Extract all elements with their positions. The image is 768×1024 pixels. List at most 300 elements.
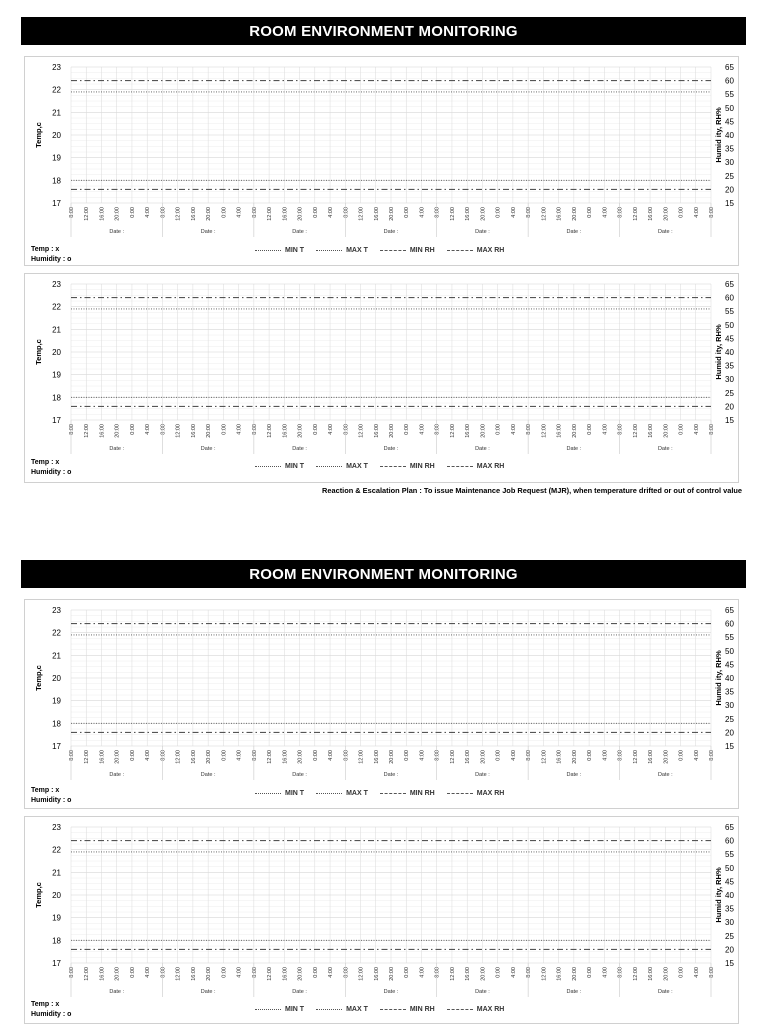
x-tick-label: 8:00	[160, 207, 167, 218]
plot-area	[34, 280, 734, 454]
y2-tick-label: 45	[725, 877, 734, 887]
temp-marker-note: Temp : x	[31, 246, 60, 253]
y2-tick-label: 60	[725, 619, 734, 629]
x-tick-label: 4:00	[419, 207, 426, 218]
y2-tick-label: 65	[725, 823, 734, 832]
x-tick-label: 20:00	[206, 207, 213, 221]
legend-swatch	[255, 466, 281, 467]
legend-item	[316, 790, 368, 797]
x-tick-label: 20:00	[480, 750, 487, 764]
y-tick-label: 23	[52, 280, 61, 289]
x-tick-label: 12:00	[84, 967, 91, 981]
x-tick-label: 12:00	[175, 424, 182, 438]
y2-tick-label: 55	[725, 90, 734, 100]
x-tick-label: 20:00	[389, 207, 395, 221]
humidity-marker-note: Humidity : o	[31, 256, 72, 263]
x-tick-label: 8:00	[434, 207, 441, 218]
y2-tick-label: 25	[725, 171, 734, 181]
y2-tick-label: 45	[725, 660, 734, 670]
x-tick-label: 16:00	[556, 207, 563, 221]
y2-tick-label: 45	[725, 334, 734, 344]
date-label: Date :	[475, 446, 490, 452]
y2-tick-label: 30	[725, 701, 734, 711]
x-tick-label: 0:00	[221, 967, 228, 978]
legend-item	[447, 463, 505, 470]
legend-item	[316, 463, 368, 470]
x-tick-label: 20:00	[663, 424, 670, 438]
legend-label: MAX T	[346, 247, 368, 254]
y-tick-label: 22	[52, 628, 61, 638]
x-tick-label: 16:00	[282, 207, 289, 221]
monitoring-chart	[24, 56, 739, 266]
legend-swatch	[447, 466, 473, 467]
date-label: Date :	[566, 989, 582, 995]
x-tick-label: 12:00	[449, 207, 456, 221]
x-tick-label: 4:00	[328, 750, 335, 761]
x-tick-label: 16:00	[99, 750, 106, 764]
x-tick-label: 12:00	[449, 424, 456, 438]
x-tick-label: 0:00	[495, 207, 502, 218]
x-tick-label: 12:00	[632, 750, 639, 764]
x-tick-label: 16:00	[373, 207, 380, 221]
chart-legend	[255, 247, 504, 254]
x-tick-label: 0:00	[312, 750, 319, 761]
y2-tick-label: 45	[725, 117, 734, 127]
date-label: Date :	[200, 989, 216, 995]
plot-area	[34, 823, 734, 997]
y2-tick-label: 15	[725, 416, 734, 425]
x-tick-label: 16:00	[465, 424, 472, 438]
x-tick-label: 0:00	[678, 424, 685, 435]
x-tick-label: 0:00	[404, 207, 411, 218]
y-tick-label: 21	[52, 651, 61, 661]
legend-swatch	[380, 1009, 406, 1010]
y-tick-label: 19	[52, 696, 61, 706]
x-tick-label: 4:00	[236, 750, 243, 761]
y-tick-label: 18	[52, 393, 61, 403]
x-tick-label: 8:00	[526, 967, 533, 978]
date-label: Date :	[292, 229, 307, 235]
date-label: Date :	[566, 446, 582, 452]
x-tick-label: 4:00	[602, 207, 609, 218]
y-tick-label: 21	[52, 325, 61, 335]
chart-legend	[255, 1006, 504, 1013]
legend-swatch	[316, 466, 342, 467]
x-tick-label: 16:00	[465, 750, 472, 764]
x-tick-label: 16:00	[282, 967, 289, 981]
y-tick-label: 23	[52, 606, 61, 615]
y-tick-label: 18	[52, 936, 61, 946]
x-tick-label: 12:00	[267, 424, 274, 438]
y2-tick-label: 30	[725, 158, 734, 168]
x-tick-label: 16:00	[373, 424, 380, 438]
date-label: Date :	[200, 229, 216, 235]
x-tick-label: 16:00	[99, 967, 106, 981]
humidity-marker-note: Humidity : o	[31, 469, 72, 476]
legend-item	[380, 247, 435, 254]
y2-tick-label: 65	[725, 606, 734, 615]
x-tick-label: 20:00	[114, 967, 121, 981]
reaction-escalation-plan: Reaction & Escalation Plan : To issue Maintenance Job Request (MJR), when temperature drifted or out of control value	[322, 486, 742, 495]
x-tick-label: 12:00	[267, 207, 274, 221]
x-tick-label: 16:00	[282, 424, 289, 438]
x-tick-label: 12:00	[175, 207, 182, 221]
date-label: Date :	[657, 989, 673, 995]
x-tick-label: 16:00	[99, 207, 106, 221]
x-tick-label: 16:00	[465, 967, 472, 981]
x-tick-label: 4:00	[602, 967, 609, 978]
x-tick-label: 12:00	[175, 967, 182, 981]
x-tick-label: 12:00	[358, 967, 365, 981]
x-tick-label: 12:00	[84, 424, 91, 438]
x-tick-label: 12:00	[541, 424, 548, 438]
x-tick-label: 20:00	[480, 207, 487, 221]
x-tick-label: 0:00	[678, 967, 685, 978]
x-tick-label: 12:00	[267, 967, 274, 981]
y2-axis-title: Humid ity, RH%	[714, 107, 723, 163]
temp-marker-note: Temp : x	[31, 787, 60, 794]
monitoring-chart	[24, 816, 739, 1024]
y2-tick-label: 65	[725, 63, 734, 72]
legend-item	[255, 247, 304, 254]
x-tick-label: 16:00	[648, 967, 655, 981]
legend-item	[380, 1006, 435, 1013]
x-tick-label: 0:00	[129, 967, 136, 978]
x-tick-label: 12:00	[358, 207, 365, 221]
x-tick-label: 8:00	[434, 750, 441, 761]
y2-tick-label: 60	[725, 836, 734, 846]
y2-tick-label: 35	[725, 687, 734, 697]
y-tick-label: 21	[52, 868, 61, 878]
y2-tick-label: 15	[725, 742, 734, 751]
temp-marker-note: Temp : x	[31, 1001, 60, 1008]
x-tick-label: 8:00	[69, 207, 75, 218]
x-tick-label: 20:00	[206, 424, 213, 438]
x-tick-label: 4:00	[510, 207, 517, 218]
y2-tick-label: 15	[725, 199, 734, 208]
chart-svg	[25, 817, 738, 1023]
x-tick-label: 12:00	[358, 750, 365, 764]
x-tick-label: 20:00	[206, 967, 213, 981]
y-axis-title: Temp,c	[34, 882, 43, 908]
x-tick-label: 12:00	[175, 750, 182, 764]
legend-swatch	[316, 250, 342, 251]
legend-item	[255, 790, 304, 797]
date-label: Date :	[475, 229, 490, 235]
y-tick-label: 17	[52, 416, 61, 425]
legend-swatch	[447, 793, 473, 794]
date-label: Date :	[475, 772, 490, 778]
y2-tick-label: 50	[725, 320, 734, 330]
x-tick-label: 8:00	[251, 967, 258, 978]
x-tick-label: 20:00	[114, 750, 121, 764]
x-tick-label: 16:00	[282, 750, 289, 764]
date-label: Date :	[566, 772, 582, 778]
x-tick-label: 16:00	[373, 750, 380, 764]
y-tick-label: 18	[52, 176, 61, 186]
x-tick-label: 8:00	[251, 424, 258, 435]
y2-tick-label: 50	[725, 863, 734, 873]
legend-note	[31, 245, 71, 265]
date-label: Date :	[657, 446, 673, 452]
humidity-marker-note: Humidity : o	[31, 797, 72, 804]
x-tick-label: 4:00	[510, 967, 517, 978]
x-tick-label: 4:00	[145, 750, 152, 761]
x-tick-label: 16:00	[556, 750, 563, 764]
legend-item	[316, 1006, 368, 1013]
y-tick-label: 22	[52, 302, 61, 312]
y-tick-label: 21	[52, 108, 61, 118]
y-tick-label: 19	[52, 153, 61, 163]
x-tick-label: 8:00	[160, 967, 167, 978]
legend-item	[447, 247, 505, 254]
y-tick-label: 23	[52, 823, 61, 832]
x-tick-label: 12:00	[267, 750, 274, 764]
x-tick-label: 0:00	[129, 750, 136, 761]
x-tick-label: 8:00	[709, 967, 715, 978]
x-tick-label: 0:00	[587, 967, 594, 978]
y-tick-label: 17	[52, 199, 61, 208]
x-tick-label: 8:00	[69, 967, 75, 978]
plot-area	[34, 606, 734, 780]
y2-tick-label: 20	[725, 402, 734, 412]
y2-tick-label: 25	[725, 714, 734, 724]
y-tick-label: 19	[52, 913, 61, 923]
x-tick-label: 12:00	[632, 424, 639, 438]
x-tick-label: 12:00	[541, 967, 548, 981]
x-tick-label: 8:00	[617, 424, 624, 435]
x-tick-label: 16:00	[373, 967, 380, 981]
y-tick-label: 18	[52, 719, 61, 729]
x-tick-label: 4:00	[693, 750, 700, 761]
y2-tick-label: 30	[725, 375, 734, 385]
x-tick-label: 8:00	[526, 750, 533, 761]
y2-tick-label: 40	[725, 131, 734, 140]
legend-note	[31, 458, 71, 478]
x-tick-label: 4:00	[693, 207, 700, 218]
x-tick-label: 8:00	[617, 967, 624, 978]
section-title: ROOM ENVIRONMENT MONITORING	[21, 17, 746, 45]
x-tick-label: 16:00	[648, 424, 655, 438]
x-tick-label: 12:00	[632, 967, 639, 981]
y-axis-title: Temp,c	[34, 339, 43, 365]
legend-label: MAX RH	[476, 1006, 505, 1013]
y2-tick-label: 55	[725, 850, 734, 860]
y2-tick-label: 55	[725, 633, 734, 643]
x-tick-label: 20:00	[297, 750, 304, 764]
x-tick-label: 0:00	[129, 207, 136, 218]
legend-swatch	[316, 1009, 342, 1010]
legend-swatch	[447, 1009, 473, 1010]
x-tick-label: 12:00	[449, 750, 456, 764]
x-tick-label: 12:00	[84, 207, 91, 221]
x-tick-label: 20:00	[297, 967, 304, 981]
date-label: Date :	[292, 772, 307, 778]
y2-tick-label: 35	[725, 144, 734, 154]
x-tick-label: 8:00	[343, 967, 350, 978]
date-label: Date :	[657, 229, 673, 235]
y2-tick-label: 20	[725, 728, 734, 738]
monitoring-chart	[24, 599, 739, 809]
x-tick-label: 0:00	[495, 967, 502, 978]
x-tick-label: 0:00	[129, 424, 136, 435]
x-tick-label: 20:00	[480, 967, 487, 981]
y-tick-label: 20	[52, 674, 61, 683]
legend-label: MIN RH	[409, 247, 435, 254]
y2-tick-label: 50	[725, 646, 734, 656]
x-tick-label: 8:00	[160, 750, 167, 761]
x-tick-label: 12:00	[449, 967, 456, 981]
chart-legend	[255, 790, 504, 797]
x-tick-label: 8:00	[251, 207, 258, 218]
y-tick-label: 19	[52, 370, 61, 380]
x-tick-label: 4:00	[328, 967, 335, 978]
legend-label: MIN RH	[409, 1006, 435, 1013]
x-tick-label: 4:00	[419, 750, 426, 761]
legend-note	[31, 786, 71, 806]
x-tick-label: 8:00	[617, 750, 624, 761]
x-tick-label: 16:00	[648, 750, 655, 764]
legend-label: MAX RH	[476, 790, 505, 797]
chart-svg	[25, 274, 738, 482]
x-tick-label: 4:00	[328, 207, 335, 218]
legend-swatch	[255, 1009, 281, 1010]
section-title: ROOM ENVIRONMENT MONITORING	[21, 560, 746, 588]
x-tick-label: 20:00	[571, 207, 578, 221]
x-tick-label: 0:00	[495, 750, 502, 761]
x-tick-label: 0:00	[587, 207, 594, 218]
x-tick-label: 0:00	[312, 967, 319, 978]
x-tick-label: 8:00	[343, 424, 350, 435]
x-tick-label: 20:00	[389, 967, 395, 981]
legend-label: MIN RH	[409, 790, 435, 797]
x-tick-label: 16:00	[648, 207, 655, 221]
legend-label: MIN T	[285, 790, 305, 797]
x-tick-label: 20:00	[663, 967, 670, 981]
legend-label: MAX RH	[476, 247, 505, 254]
date-label: Date :	[566, 229, 582, 235]
x-tick-label: 16:00	[99, 424, 106, 438]
legend-label: MIN T	[285, 1006, 305, 1013]
x-tick-label: 0:00	[495, 424, 502, 435]
date-label: Date :	[200, 446, 216, 452]
x-tick-label: 8:00	[69, 750, 75, 761]
y2-tick-label: 60	[725, 76, 734, 86]
legend-item	[255, 463, 304, 470]
chart-legend	[255, 463, 504, 470]
x-tick-label: 20:00	[297, 207, 304, 221]
y2-tick-label: 20	[725, 185, 734, 195]
legend-swatch	[316, 793, 342, 794]
date-label: Date :	[109, 446, 125, 452]
x-tick-label: 0:00	[221, 750, 228, 761]
x-tick-label: 16:00	[190, 967, 197, 981]
x-tick-label: 0:00	[678, 750, 685, 761]
legend-note	[31, 1000, 71, 1020]
humidity-marker-note: Humidity : o	[31, 1011, 72, 1018]
legend-item	[447, 1006, 505, 1013]
x-tick-label: 20:00	[114, 207, 121, 221]
x-tick-label: 16:00	[556, 967, 563, 981]
x-tick-label: 4:00	[236, 207, 243, 218]
x-tick-label: 4:00	[236, 424, 243, 435]
x-tick-label: 8:00	[69, 424, 75, 435]
plot-area	[34, 63, 734, 237]
y-tick-label: 20	[52, 131, 61, 140]
y2-axis-title: Humid ity, RH%	[714, 867, 723, 923]
x-tick-label: 20:00	[114, 424, 121, 438]
date-label: Date :	[292, 446, 307, 452]
x-tick-label: 20:00	[571, 424, 578, 438]
legend-label: MIN T	[285, 247, 305, 254]
y2-tick-label: 60	[725, 293, 734, 303]
y-tick-label: 17	[52, 742, 61, 751]
y-tick-label: 20	[52, 891, 61, 900]
x-tick-label: 8:00	[526, 423, 533, 435]
x-tick-label: 4:00	[145, 424, 152, 435]
x-tick-label: 0:00	[312, 207, 319, 218]
x-tick-label: 0:00	[587, 750, 594, 761]
x-tick-label: 16:00	[190, 424, 197, 438]
x-tick-label: 16:00	[556, 424, 563, 438]
x-tick-label: 8:00	[709, 424, 715, 435]
y2-tick-label: 15	[725, 959, 734, 968]
x-tick-label: 4:00	[328, 424, 335, 435]
x-tick-label: 20:00	[663, 750, 670, 764]
date-label: Date :	[475, 989, 490, 995]
x-tick-label: 16:00	[190, 207, 197, 221]
legend-swatch	[255, 793, 281, 794]
x-tick-label: 8:00	[343, 750, 350, 761]
chart-svg	[25, 600, 738, 808]
x-tick-label: 12:00	[632, 207, 639, 221]
date-label: Date :	[383, 446, 399, 452]
date-label: Date :	[109, 772, 125, 778]
date-label: Date :	[109, 229, 125, 235]
y2-axis-title: Humid ity, RH%	[714, 650, 723, 706]
y-tick-label: 22	[52, 845, 61, 855]
legend-swatch	[380, 466, 406, 467]
x-tick-label: 0:00	[312, 424, 319, 435]
x-tick-label: 0:00	[678, 207, 685, 218]
temp-marker-note: Temp : x	[31, 459, 60, 466]
x-tick-label: 8:00	[709, 207, 715, 218]
legend-label: MIN RH	[409, 463, 435, 470]
legend-label: MAX T	[346, 463, 368, 470]
x-tick-label: 4:00	[602, 750, 609, 761]
x-tick-label: 12:00	[541, 207, 548, 221]
x-tick-label: 0:00	[587, 424, 594, 435]
legend-item	[316, 247, 368, 254]
y2-tick-label: 40	[725, 674, 734, 683]
x-tick-label: 20:00	[480, 424, 487, 438]
x-tick-label: 20:00	[389, 424, 395, 438]
x-tick-label: 12:00	[358, 424, 365, 438]
y-tick-label: 22	[52, 85, 61, 95]
x-tick-label: 8:00	[160, 424, 167, 435]
x-tick-label: 20:00	[297, 424, 304, 438]
y2-tick-label: 20	[725, 945, 734, 955]
legend-swatch	[255, 250, 281, 251]
legend-label: MAX RH	[476, 463, 505, 470]
x-tick-label: 8:00	[434, 424, 441, 435]
x-tick-label: 4:00	[693, 424, 700, 435]
x-tick-label: 4:00	[602, 424, 609, 435]
date-label: Date :	[383, 989, 399, 995]
x-tick-label: 0:00	[404, 967, 411, 978]
y-axis-title: Temp,c	[34, 122, 43, 148]
y2-tick-label: 25	[725, 931, 734, 941]
